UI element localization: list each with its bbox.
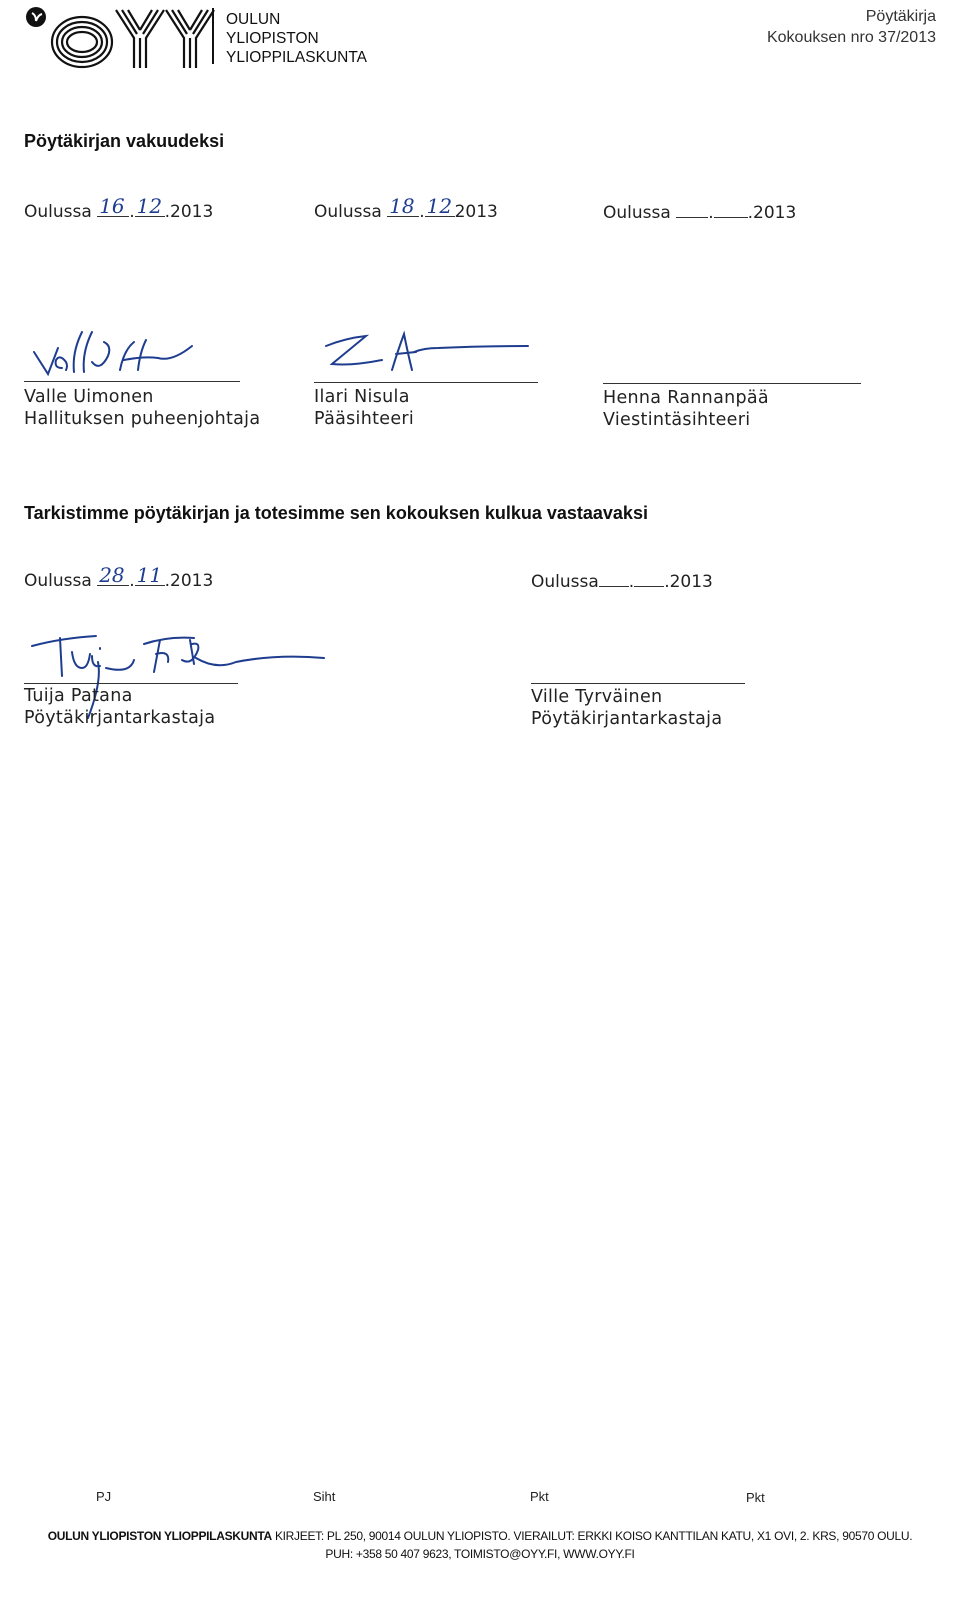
place-date-3	[603, 203, 796, 223]
document-meta	[767, 6, 936, 48]
signer-block	[24, 685, 215, 729]
signer-block	[24, 386, 260, 430]
signer-block	[531, 686, 722, 730]
signer-name: Henna Rannanpää	[603, 388, 769, 408]
date-dot: .	[708, 203, 714, 223]
place-prefix: Oulussa	[531, 572, 599, 592]
confirmation-title: Pöytäkirjan vakuudeksi	[24, 131, 225, 151]
date-dot: .	[129, 202, 135, 222]
year: .2013	[164, 202, 214, 222]
logo-org-line: YLIOPISTON	[226, 30, 319, 47]
year: .2013	[164, 571, 214, 591]
oyy-logo-mark	[24, 4, 224, 72]
review-place-date-1	[24, 563, 214, 591]
handwritten-day	[97, 563, 129, 587]
blank-month	[634, 572, 664, 587]
footer-address-line: KIRJEET: PL 250, 90014 OULUN YLIOPISTO. VIERAILUT: ERKKI KOISO KANTTILAN KATU, X1 OVI, 2. KRS, 90570 OULU.	[274, 1529, 913, 1543]
day-value: 28	[99, 563, 125, 587]
day-value: 16	[99, 194, 125, 218]
month-value: 12	[136, 194, 163, 218]
place-date-2	[314, 194, 498, 222]
signature-line	[24, 683, 238, 684]
signer-role: Pöytäkirjantarkastaja	[531, 709, 723, 729]
blank-day	[599, 572, 629, 587]
place-prefix: Oulussa	[314, 202, 382, 222]
signature-uimonen	[28, 322, 198, 384]
meeting-reference: Kokouksen nro 37/2013	[766, 29, 936, 46]
review-title: Tarkistimme pöytäkirjan ja totesimme sen kokouksen kulkua vastaavaksi	[24, 503, 648, 523]
signature-line	[531, 683, 745, 684]
signer-role: Pääsihteeri	[314, 409, 415, 429]
logo-divider	[212, 8, 214, 64]
oyy-logo	[24, 4, 224, 72]
logo-org-line: OULUN	[226, 11, 281, 28]
logo-org-name	[226, 10, 367, 67]
document-type: Pöytäkirja	[865, 8, 936, 25]
year: .2013	[747, 203, 797, 223]
signer-role: Pöytäkirjantarkastaja	[24, 708, 216, 728]
initial-code-pkt: Pkt	[746, 1490, 765, 1505]
signer-block	[603, 387, 769, 431]
signature-line	[24, 381, 240, 382]
month-value: 11	[136, 563, 163, 587]
date-dot: .	[419, 202, 425, 222]
date-dot: .	[628, 572, 635, 592]
handwritten-month	[135, 194, 165, 218]
footer-org-name: OULUN YLIOPISTON YLIOPPILASKUNTA	[47, 1529, 272, 1543]
footer-address	[0, 1529, 960, 1543]
year: .2013	[664, 572, 713, 592]
initial-code-pkt: Pkt	[530, 1489, 549, 1504]
logo-org-line: YLIOPPILASKUNTA	[226, 49, 367, 66]
blank-day	[676, 203, 708, 218]
handwritten-month	[135, 563, 165, 587]
place-date-1	[24, 194, 214, 222]
handwritten-day	[97, 194, 129, 218]
place-prefix: Oulussa	[603, 203, 671, 223]
signer-name: Valle Uimonen	[24, 387, 154, 407]
signature-nisula	[318, 330, 533, 385]
place-prefix: Oulussa	[24, 202, 92, 222]
blank-month	[714, 203, 748, 218]
date-dot: .	[129, 571, 135, 591]
initial-code-pj: PJ	[96, 1489, 112, 1504]
signer-role: Hallituksen puheenjohtaja	[24, 409, 261, 429]
initial-code-siht: Siht	[313, 1489, 336, 1504]
month-value: 12	[426, 194, 453, 218]
year: 2013	[454, 202, 498, 222]
place-prefix: Oulussa	[24, 571, 92, 591]
day-value: 18	[389, 194, 415, 218]
signer-name: Ilari Nisula	[314, 387, 410, 407]
footer-contact: PUH: +358 50 407 9623, TOIMISTO@OYY.FI, WWW.OYY.FI	[325, 1547, 635, 1561]
handwritten-month	[425, 194, 455, 218]
signer-role: Viestintäsihteeri	[603, 410, 751, 430]
signature-line	[314, 382, 538, 383]
review-place-date-2	[531, 572, 713, 592]
signer-name: Tuija Patana	[24, 686, 133, 706]
handwritten-day	[387, 194, 419, 218]
signature-line	[603, 383, 861, 384]
signer-block	[314, 386, 414, 430]
signer-name: Ville Tyrväinen	[531, 687, 663, 707]
